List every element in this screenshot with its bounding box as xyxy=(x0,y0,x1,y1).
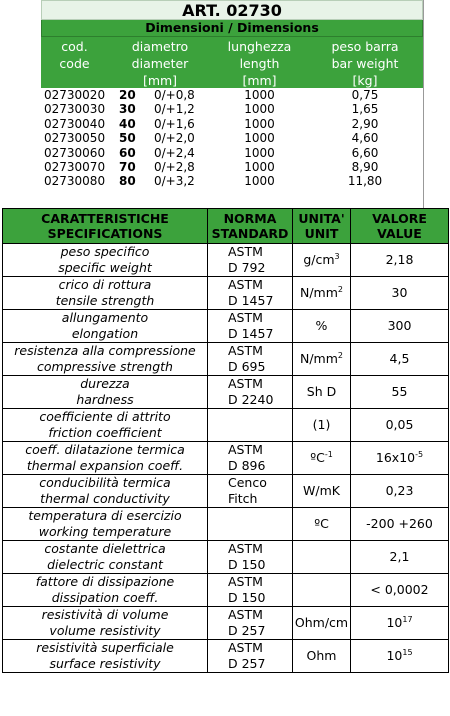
spec-name-en xyxy=(3,623,208,640)
spec-name-it xyxy=(3,409,208,426)
header-code xyxy=(41,37,108,88)
spec-unit-text: Sh D xyxy=(306,384,337,399)
spec-name-en-text: friction coefficient xyxy=(48,425,162,440)
spec-standard-text: ASTM xyxy=(228,541,263,556)
header-weight xyxy=(307,37,423,88)
row-dia: 60 xyxy=(119,145,136,160)
row-dia: 70 xyxy=(119,159,136,174)
spec-unit xyxy=(293,574,351,607)
spec-name-en-text: compressive strength xyxy=(37,359,173,374)
spec-value xyxy=(351,607,449,640)
spec-standard xyxy=(208,607,293,624)
header-length xyxy=(212,37,307,88)
spec-standard xyxy=(208,244,293,261)
spec-value-text: 16x10 xyxy=(375,450,416,465)
spec-standard-text: ASTM xyxy=(228,343,263,358)
spec-standard xyxy=(208,640,293,657)
spec-row xyxy=(3,442,449,459)
spec-standard-code xyxy=(208,656,293,673)
header-code-en: code xyxy=(59,56,90,71)
spec-value xyxy=(351,244,449,277)
spec-unit xyxy=(293,409,351,442)
header-diameter-en: diameter xyxy=(131,56,189,71)
table-row xyxy=(41,88,423,102)
row-tol: 0/+2,0 xyxy=(154,131,195,146)
spec-name-en xyxy=(3,326,208,343)
spec-name-it xyxy=(3,574,208,591)
table-row xyxy=(41,174,423,188)
header-standard-en: STANDARD xyxy=(211,226,289,241)
spec-unit-exponent: 3 xyxy=(334,251,340,261)
spec-name-it xyxy=(3,541,208,558)
spec-row xyxy=(3,508,449,525)
spec-value-text: 4,5 xyxy=(389,351,410,366)
article-title: ART. 02730 xyxy=(41,0,423,20)
spec-value-text: 30 xyxy=(391,285,408,300)
spec-standard-text: ASTM xyxy=(228,640,263,655)
spec-name-it-text: fattore di dissipazione xyxy=(35,574,175,589)
dimensions-subtitle: Dimensioni / Dimensions xyxy=(41,20,423,37)
row-tol: 0/+1,6 xyxy=(154,116,195,131)
row-len: 1000 xyxy=(244,131,275,146)
spec-unit-text: (1) xyxy=(312,417,331,432)
spec-value-text: 10 xyxy=(386,648,403,663)
spec-name-it-text: conducibilità termica xyxy=(39,475,171,490)
spec-name-en xyxy=(3,260,208,277)
spec-value-exponent: 17 xyxy=(402,614,413,624)
spec-standard-code-text: Fitch xyxy=(228,491,258,506)
spec-unit-exponent: 2 xyxy=(337,284,343,294)
spec-value-text: 2,1 xyxy=(389,549,410,564)
row-tol: 0/+1,2 xyxy=(154,102,195,117)
spec-standard-code xyxy=(208,293,293,310)
spec-standard-code-text: D 695 xyxy=(228,359,266,374)
row-len: 1000 xyxy=(244,88,275,102)
spec-row xyxy=(3,277,449,294)
row-code: 02730080 xyxy=(44,174,106,189)
spec-value-text: 300 xyxy=(387,318,412,333)
row-code: 02730050 xyxy=(44,131,106,146)
spec-unit-text: Ohm/cm xyxy=(294,615,349,630)
row-tol: 0/+0,8 xyxy=(154,88,195,102)
spec-standard-text: ASTM xyxy=(228,244,263,259)
spec-standard-code xyxy=(208,623,293,640)
spec-value xyxy=(351,409,449,442)
spec-standard xyxy=(208,541,293,558)
spec-name-en xyxy=(3,590,208,607)
spec-standard-code xyxy=(208,425,293,442)
spec-name-it-text: allungamento xyxy=(61,310,149,325)
spec-standard-text: ASTM xyxy=(228,574,263,589)
spec-value xyxy=(351,343,449,376)
row-wgt: 6,60 xyxy=(351,145,379,160)
header-weight-unit: [kg] xyxy=(352,73,378,88)
spec-standard-code-text: D 1457 xyxy=(228,326,274,341)
spec-standard-code xyxy=(208,458,293,475)
row-len: 1000 xyxy=(244,145,275,160)
spec-standard-text: ASTM xyxy=(228,607,263,622)
spec-name-it xyxy=(3,475,208,492)
spec-name-it xyxy=(3,442,208,459)
spec-standard-code xyxy=(208,590,293,607)
spec-standard xyxy=(208,409,293,426)
spec-value xyxy=(351,475,449,508)
spec-standard-code-text: D 2240 xyxy=(228,392,274,407)
spec-standard-code xyxy=(208,524,293,541)
spec-unit-text: N/mm xyxy=(299,351,338,366)
header-length-it: lunghezza xyxy=(227,39,292,54)
spec-value-text: 0,05 xyxy=(385,417,414,432)
header-standard xyxy=(208,209,293,244)
spec-name-it-text: coefficiente di attrito xyxy=(39,409,171,424)
spec-unit xyxy=(293,310,351,343)
spec-unit-text: N/mm xyxy=(299,285,338,300)
spec-standard-code xyxy=(208,326,293,343)
spec-value-text: -200 +260 xyxy=(366,516,433,531)
spec-unit-exponent: 2 xyxy=(337,350,343,360)
dimensions-table xyxy=(41,0,423,189)
spec-standard-code xyxy=(208,260,293,277)
row-dia: 50 xyxy=(119,131,136,146)
spec-standard-code-text: D 896 xyxy=(228,458,266,473)
header-diameter-it: diametro xyxy=(131,39,189,54)
spec-name-en-text: working temperature xyxy=(38,524,172,539)
header-length-en: length xyxy=(239,56,280,71)
row-code: 02730040 xyxy=(44,116,106,131)
header-characteristics-en: SPECIFICATIONS xyxy=(47,226,163,241)
spec-standard xyxy=(208,508,293,525)
dimensions-body xyxy=(41,88,423,189)
spec-row xyxy=(3,376,449,393)
spec-value-exponent: -5 xyxy=(415,449,424,459)
row-wgt: 4,60 xyxy=(351,131,379,146)
spec-standard-code xyxy=(208,491,293,508)
row-len: 1000 xyxy=(244,102,275,117)
spec-standard-code xyxy=(208,392,293,409)
table-row xyxy=(41,117,423,131)
spec-value-text: 55 xyxy=(391,384,408,399)
spec-row xyxy=(3,409,449,426)
spec-name-en xyxy=(3,656,208,673)
spec-unit-exponent: -1 xyxy=(324,449,333,459)
spec-row xyxy=(3,343,449,360)
row-dia: 80 xyxy=(119,174,136,189)
spec-standard-code-text: D 150 xyxy=(228,557,266,572)
row-len: 1000 xyxy=(244,174,275,189)
row-code: 02730030 xyxy=(44,102,106,117)
spec-name-en xyxy=(3,359,208,376)
spec-name-it-text: durezza xyxy=(80,376,130,391)
header-value-it: VALORE xyxy=(372,211,427,226)
spec-name-it xyxy=(3,310,208,327)
spec-name-it-text: resistività di volume xyxy=(41,607,169,622)
header-diameter-unit: [mm] xyxy=(142,73,178,88)
row-wgt: 11,80 xyxy=(347,174,383,189)
spec-standard-text: ASTM xyxy=(228,442,263,457)
spec-name-it xyxy=(3,343,208,360)
spec-name-it-text: coeff. dilatazione termica xyxy=(25,442,185,457)
spec-value xyxy=(351,277,449,310)
dimensions-right-border xyxy=(423,0,424,208)
spec-value xyxy=(351,574,449,607)
spec-standard-text: Cenco xyxy=(228,475,267,490)
spec-value-text: < 0,0002 xyxy=(370,582,429,597)
header-unit-it: UNITA' xyxy=(298,211,345,226)
spec-unit xyxy=(293,376,351,409)
row-wgt: 8,90 xyxy=(351,159,379,174)
row-dia: 40 xyxy=(119,116,136,131)
row-code: 02730060 xyxy=(44,145,106,160)
spec-name-en-text: dielectric constant xyxy=(47,557,163,572)
row-tol: 0/+2,8 xyxy=(154,159,195,174)
specifications-table xyxy=(2,208,449,673)
row-len: 1000 xyxy=(244,116,275,131)
row-dia: 30 xyxy=(119,102,136,117)
header-unit xyxy=(293,209,351,244)
spec-standard-code-text: D 150 xyxy=(228,590,266,605)
table-row xyxy=(41,160,423,174)
row-code: 02730070 xyxy=(44,159,106,174)
spec-row xyxy=(3,475,449,492)
spec-name-en xyxy=(3,491,208,508)
spec-row xyxy=(3,310,449,327)
row-wgt: 2,90 xyxy=(351,116,379,131)
header-characteristics xyxy=(3,209,208,244)
spec-name-it-text: temperatura di esercizio xyxy=(28,508,182,523)
spec-value-exponent: 15 xyxy=(402,647,413,657)
specifications-header-row xyxy=(3,209,449,244)
spec-name-en xyxy=(3,425,208,442)
spec-name-en-text: thermal conductivity xyxy=(40,491,170,506)
spec-value xyxy=(351,541,449,574)
spec-name-it-text: resistenza alla compressione xyxy=(14,343,196,358)
header-weight-en: bar weight xyxy=(331,56,399,71)
header-code-it: cod. xyxy=(61,39,88,54)
header-length-unit: [mm] xyxy=(242,73,277,88)
spec-name-it-text: crico di rottura xyxy=(58,277,152,292)
spec-name-en-text: elongation xyxy=(71,326,139,341)
spec-name-en-text: specific weight xyxy=(58,260,152,275)
row-code: 02730020 xyxy=(44,88,106,102)
header-value-en: VALUE xyxy=(377,226,422,241)
spec-standard-code-text: D 257 xyxy=(228,623,266,638)
header-characteristics-it: CARATTERISTICHE xyxy=(41,211,169,226)
spec-name-en xyxy=(3,293,208,310)
spec-row xyxy=(3,574,449,591)
spec-standard xyxy=(208,574,293,591)
spec-unit xyxy=(293,607,351,640)
spec-unit-text: ºC xyxy=(310,450,325,465)
spec-standard-text: ASTM xyxy=(228,310,263,325)
spec-name-it xyxy=(3,244,208,261)
spec-standard xyxy=(208,475,293,492)
spec-name-en xyxy=(3,524,208,541)
spec-unit-text: Ohm xyxy=(306,648,337,663)
spec-unit xyxy=(293,508,351,541)
spec-standard xyxy=(208,343,293,360)
spec-unit-text: W/mK xyxy=(303,483,340,498)
spec-unit xyxy=(293,343,351,376)
row-dia: 20 xyxy=(119,88,136,102)
spec-standard xyxy=(208,376,293,393)
row-tol: 0/+3,2 xyxy=(154,174,195,189)
spec-name-en-text: hardness xyxy=(76,392,134,407)
spec-row xyxy=(3,640,449,657)
spec-standard xyxy=(208,310,293,327)
spec-name-it xyxy=(3,376,208,393)
spec-unit-text: g/cm xyxy=(303,252,335,267)
spec-standard-code-text: D 792 xyxy=(228,260,266,275)
spec-row xyxy=(3,541,449,558)
spec-row xyxy=(3,244,449,261)
spec-name-it-text: peso specifico xyxy=(60,244,150,259)
spec-value xyxy=(351,376,449,409)
spec-name-en xyxy=(3,392,208,409)
header-weight-it: peso barra xyxy=(331,39,399,54)
spec-value xyxy=(351,640,449,673)
spec-name-it-text: costante dielettrica xyxy=(44,541,166,556)
spec-name-it xyxy=(3,277,208,294)
spec-name-en-text: tensile strength xyxy=(55,293,155,308)
spec-standard-code xyxy=(208,557,293,574)
row-wgt: 0,75 xyxy=(351,88,379,102)
spec-name-en xyxy=(3,557,208,574)
spec-value-text: 2,18 xyxy=(385,252,414,267)
header-standard-it: NORMA xyxy=(223,211,277,226)
dimensions-header-row xyxy=(41,37,423,88)
spec-name-it-text: resistività superficiale xyxy=(36,640,174,655)
spec-standard xyxy=(208,442,293,459)
spec-standard-code xyxy=(208,359,293,376)
spec-value-text: 10 xyxy=(386,615,403,630)
spec-name-en-text: surface resistivity xyxy=(49,656,161,671)
spec-value xyxy=(351,442,449,475)
spec-value xyxy=(351,508,449,541)
spec-name-en-text: volume resistivity xyxy=(49,623,161,638)
spec-unit-text: % xyxy=(315,318,328,333)
spec-name-it xyxy=(3,640,208,657)
table-row xyxy=(41,146,423,160)
spec-unit xyxy=(293,442,351,475)
spec-unit xyxy=(293,640,351,673)
header-unit-en: UNIT xyxy=(304,226,339,241)
row-tol: 0/+2,4 xyxy=(154,145,195,160)
spec-unit xyxy=(293,475,351,508)
spec-unit xyxy=(293,277,351,310)
spec-unit xyxy=(293,541,351,574)
spec-name-it xyxy=(3,607,208,624)
spec-standard-text: ASTM xyxy=(228,376,263,391)
header-value xyxy=(351,209,449,244)
spec-value xyxy=(351,310,449,343)
spec-name-it xyxy=(3,508,208,525)
spec-unit-text: ºC xyxy=(314,516,329,531)
table-row xyxy=(41,102,423,116)
spec-row xyxy=(3,607,449,624)
spec-standard-code-text: D 1457 xyxy=(228,293,274,308)
header-diameter xyxy=(108,37,212,88)
spec-value-text: 0,23 xyxy=(385,483,414,498)
spec-name-en-text: thermal expansion coeff. xyxy=(26,458,184,473)
spec-standard xyxy=(208,277,293,294)
spec-unit xyxy=(293,244,351,277)
spec-name-en-text: dissipation coeff. xyxy=(51,590,159,605)
row-wgt: 1,65 xyxy=(351,102,379,117)
spec-name-en xyxy=(3,458,208,475)
spec-standard-code-text: D 257 xyxy=(228,656,266,671)
row-len: 1000 xyxy=(244,159,275,174)
table-row xyxy=(41,131,423,145)
spec-standard-text: ASTM xyxy=(228,277,263,292)
